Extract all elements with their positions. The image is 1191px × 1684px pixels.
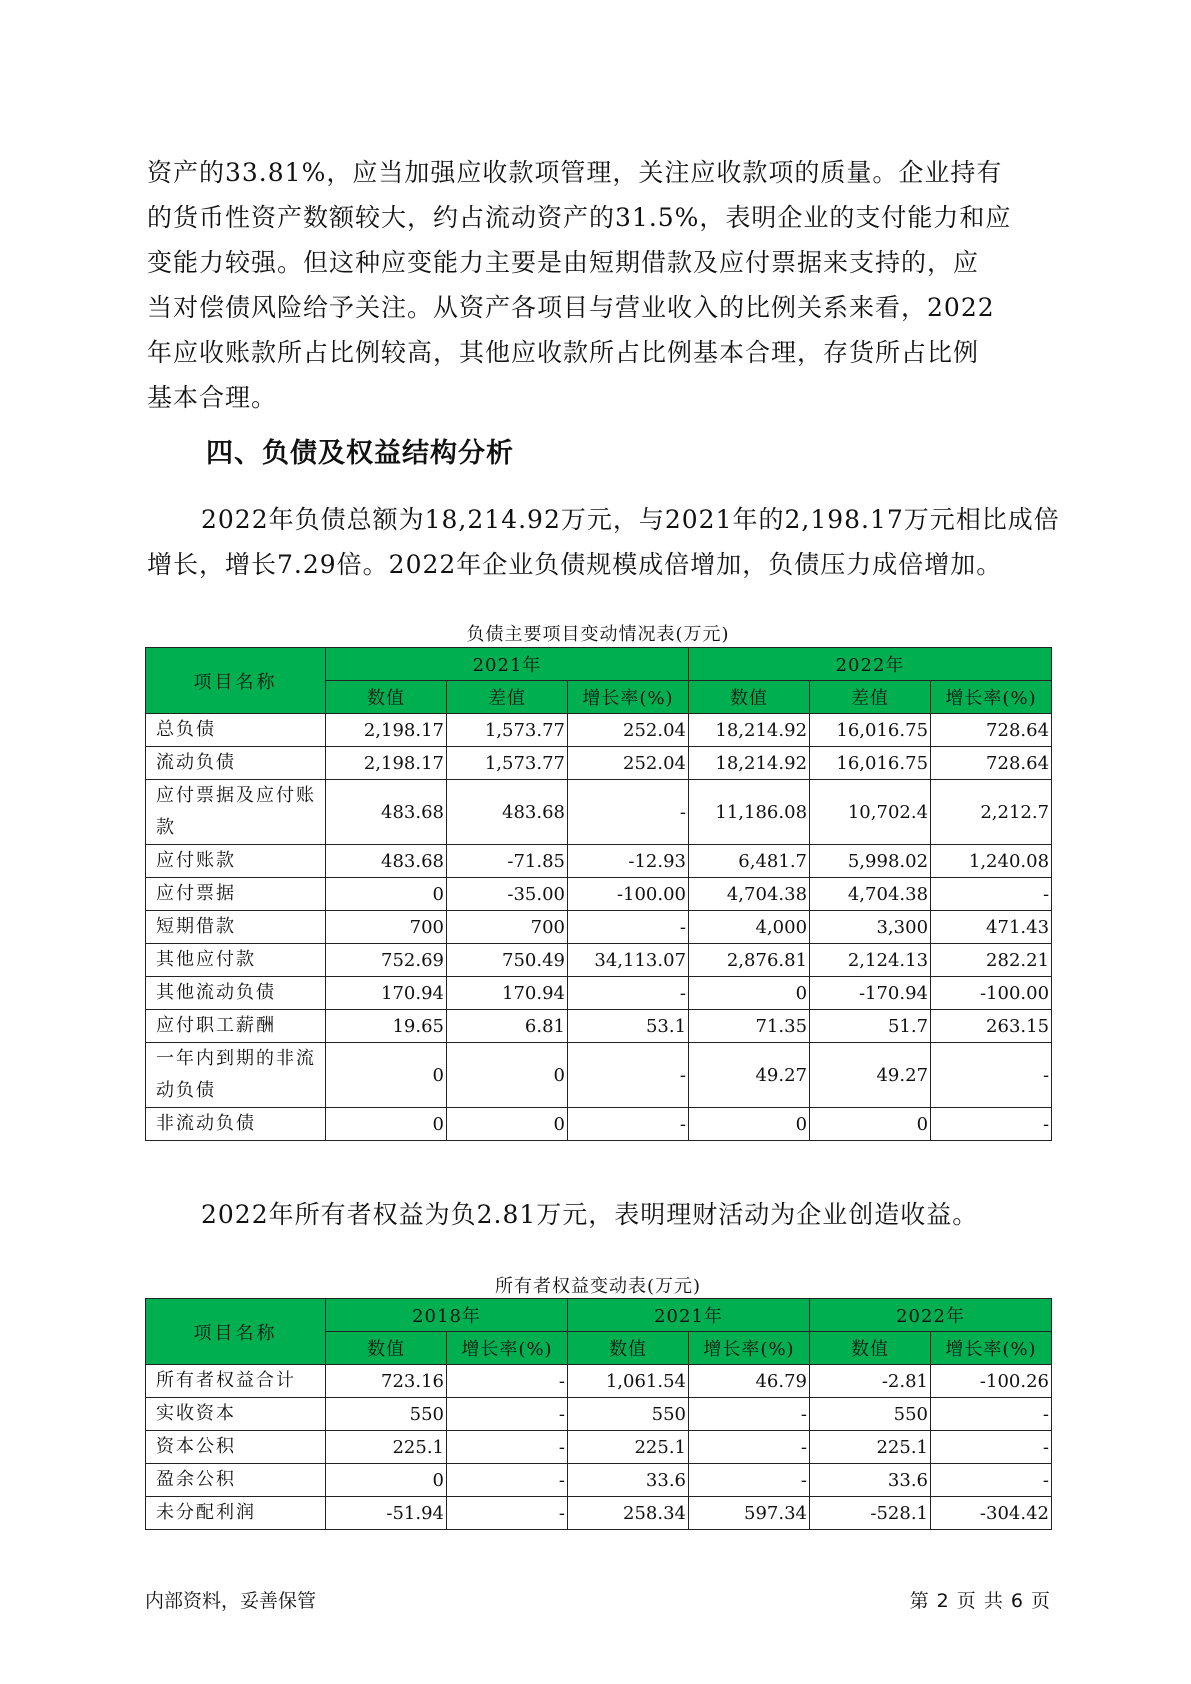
- row-label: 所有者权益合计: [146, 1365, 326, 1398]
- row-label: 应付职工薪酬: [146, 1010, 326, 1043]
- column-header: 差值: [810, 681, 931, 714]
- table-cell: 0: [447, 1043, 568, 1108]
- text-line: 变能力较强。但这种应变能力主要是由短期借款及应付票据来支持的，应: [147, 248, 980, 277]
- table-cell: -100.00: [568, 878, 689, 911]
- table-row: [146, 1497, 1052, 1530]
- table-cell: 53.1: [568, 1010, 689, 1043]
- table-cell: 252.04: [568, 747, 689, 780]
- table-cell: -100.26: [931, 1365, 1052, 1398]
- table-cell: -: [931, 1464, 1052, 1497]
- table-cell: -: [447, 1464, 568, 1497]
- table-cell: 258.34: [568, 1497, 689, 1530]
- table-cell: 6.81: [447, 1010, 568, 1043]
- row-label: 应付账款: [146, 845, 326, 878]
- table-row: [146, 1464, 1052, 1497]
- text-line: 年应收账款所占比例较高，其他应收款所占比例基本合理，存货所占比例: [147, 338, 980, 367]
- column-header-item-name: 项目名称: [146, 648, 326, 714]
- table-row: [146, 977, 1052, 1010]
- column-header: 数值: [689, 681, 810, 714]
- text-line: 2022年所有者权益为负2.81万元，表明理财活动为企业创造收益。: [201, 1200, 979, 1229]
- column-header: 增长率(%): [931, 681, 1052, 714]
- row-label: 资本公积: [146, 1431, 326, 1464]
- table-row: [146, 1431, 1052, 1464]
- column-header: 增长率(%): [689, 1332, 810, 1365]
- table-cell: 0: [447, 1108, 568, 1141]
- section-heading: 四、负债及权益结构分析: [206, 438, 514, 469]
- table-cell: 550: [810, 1398, 931, 1431]
- table-cell: -51.94: [326, 1497, 447, 1530]
- table-cell: -: [689, 1464, 810, 1497]
- table-cell: 483.68: [326, 780, 447, 845]
- table-cell: 225.1: [810, 1431, 931, 1464]
- table-cell: 750.49: [447, 944, 568, 977]
- table-cell: -170.94: [810, 977, 931, 1010]
- table-cell: 252.04: [568, 714, 689, 747]
- table-cell: 1,240.08: [931, 845, 1052, 878]
- column-header-year: 2021年: [568, 1299, 810, 1332]
- table-cell: 11,186.08: [689, 780, 810, 845]
- text-line: 2022年负债总额为18,214.92万元，与2021年的2,198.17万元相比成倍: [201, 505, 1060, 534]
- table-cell: -: [568, 780, 689, 845]
- row-label: 短期借款: [146, 911, 326, 944]
- table-cell: 4,000: [689, 911, 810, 944]
- table-cell: -71.85: [447, 845, 568, 878]
- table-cell: 225.1: [568, 1431, 689, 1464]
- table-cell: 2,876.81: [689, 944, 810, 977]
- row-label: 应付票据: [146, 878, 326, 911]
- table-cell: 10,702.4: [810, 780, 931, 845]
- text-line: 资产的33.81%，应当加强应收款项管理，关注应收款项的质量。企业持有: [147, 158, 1003, 187]
- column-header-year: 2022年: [689, 648, 1052, 681]
- paragraph-liability-summary: [147, 497, 1060, 587]
- table-row: [146, 1108, 1052, 1141]
- table-cell: 170.94: [447, 977, 568, 1010]
- text-line: 基本合理。: [147, 383, 278, 412]
- table-header-row: [146, 1299, 1052, 1332]
- equity-table-body: [146, 1365, 1052, 1530]
- table-cell: 0: [326, 1108, 447, 1141]
- column-header: 增长率(%): [931, 1332, 1052, 1365]
- table-cell: -: [568, 1043, 689, 1108]
- table-cell: 728.64: [931, 747, 1052, 780]
- table-row: [146, 714, 1052, 747]
- table-cell: -: [568, 1108, 689, 1141]
- table-cell: 723.16: [326, 1365, 447, 1398]
- table-caption-equity: 所有者权益变动表(万元): [494, 1276, 702, 1297]
- table-cell: 4,704.38: [689, 878, 810, 911]
- table-row: [146, 1365, 1052, 1398]
- table-cell: 0: [689, 977, 810, 1010]
- table-cell: -35.00: [447, 878, 568, 911]
- footer-page-number: 第 2 页 共 6 页: [909, 1590, 1051, 1612]
- table-cell: 16,016.75: [810, 714, 931, 747]
- table-cell: 0: [326, 878, 447, 911]
- table-cell: 33.6: [568, 1464, 689, 1497]
- column-header-year: 2018年: [326, 1299, 568, 1332]
- table-cell: -: [568, 977, 689, 1010]
- table-cell: 263.15: [931, 1010, 1052, 1043]
- table-cell: 2,212.7: [931, 780, 1052, 845]
- table-caption-liabilities: 负债主要项目变动情况表(万元): [466, 624, 730, 645]
- table-cell: 597.34: [689, 1497, 810, 1530]
- table-cell: 18,214.92: [689, 747, 810, 780]
- table-cell: -: [447, 1398, 568, 1431]
- table-cell: 1,573.77: [447, 747, 568, 780]
- footer-confidential-note: 内部资料，妥善保管: [145, 1590, 317, 1612]
- column-header: 数值: [810, 1332, 931, 1365]
- table-cell: 46.79: [689, 1365, 810, 1398]
- liabilities-table: [145, 647, 1052, 1141]
- table-row: [146, 878, 1052, 911]
- table-cell: 700: [447, 911, 568, 944]
- table-cell: -: [689, 1431, 810, 1464]
- table-row: [146, 747, 1052, 780]
- table-cell: 2,124.13: [810, 944, 931, 977]
- table-cell: -: [931, 1043, 1052, 1108]
- column-header: 数值: [568, 1332, 689, 1365]
- table-cell: 483.68: [326, 845, 447, 878]
- text-line: 当对偿债风险给予关注。从资产各项目与营业收入的比例关系来看，2022: [147, 293, 995, 322]
- table-cell: 51.7: [810, 1010, 931, 1043]
- table-row: [146, 944, 1052, 977]
- table-cell: -: [931, 1431, 1052, 1464]
- table-cell: 471.43: [931, 911, 1052, 944]
- table-row: [146, 1010, 1052, 1043]
- text-line: 的货币性资产数额较大，约占流动资产的31.5%，表明企业的支付能力和应: [147, 203, 1012, 232]
- column-header: 数值: [326, 681, 447, 714]
- table-cell: 33.6: [810, 1464, 931, 1497]
- row-label: 未分配利润: [146, 1497, 326, 1530]
- table-row: [146, 1043, 1052, 1108]
- table-cell: 5,998.02: [810, 845, 931, 878]
- table-cell: -: [447, 1497, 568, 1530]
- table-cell: -100.00: [931, 977, 1052, 1010]
- table-cell: 0: [326, 1464, 447, 1497]
- table-cell: -: [931, 878, 1052, 911]
- liabilities-table-body: [146, 714, 1052, 1141]
- table-cell: 225.1: [326, 1431, 447, 1464]
- table-cell: 550: [568, 1398, 689, 1431]
- table-cell: -: [447, 1365, 568, 1398]
- table-cell: 0: [326, 1043, 447, 1108]
- table-cell: -528.1: [810, 1497, 931, 1530]
- row-label: 总负债: [146, 714, 326, 747]
- row-label: 非流动负债: [146, 1108, 326, 1141]
- table-cell: 282.21: [931, 944, 1052, 977]
- column-header-year: 2021年: [326, 648, 689, 681]
- table-cell: 1,061.54: [568, 1365, 689, 1398]
- row-label: 其他应付款: [146, 944, 326, 977]
- row-label: 实收资本: [146, 1398, 326, 1431]
- table-cell: 550: [326, 1398, 447, 1431]
- table-cell: 18,214.92: [689, 714, 810, 747]
- table-cell: -: [568, 911, 689, 944]
- column-header: 差值: [447, 681, 568, 714]
- table-cell: -: [689, 1398, 810, 1431]
- table-cell: 2,198.17: [326, 747, 447, 780]
- table-row: [146, 1398, 1052, 1431]
- table-row: [146, 911, 1052, 944]
- column-header-item-name: 项目名称: [146, 1299, 326, 1365]
- table-cell: 752.69: [326, 944, 447, 977]
- table-row: [146, 845, 1052, 878]
- column-header: 增长率(%): [568, 681, 689, 714]
- table-cell: -2.81: [810, 1365, 931, 1398]
- table-cell: -304.42: [931, 1497, 1052, 1530]
- table-cell: 0: [689, 1108, 810, 1141]
- column-header-year: 2022年: [810, 1299, 1052, 1332]
- table-cell: 2,198.17: [326, 714, 447, 747]
- paragraph-equity-summary: [147, 1192, 1053, 1237]
- table-cell: 1,573.77: [447, 714, 568, 747]
- row-label: 应付票据及应付账款: [146, 780, 326, 845]
- text-line: 增长，增长7.29倍。2022年企业负债规模成倍增加，负债压力成倍增加。: [147, 550, 1003, 579]
- table-cell: 71.35: [689, 1010, 810, 1043]
- table-cell: 19.65: [326, 1010, 447, 1043]
- table-header-row: [146, 648, 1052, 681]
- paragraph-asset-analysis: [147, 150, 1053, 420]
- row-label: 一年内到期的非流动负债: [146, 1043, 326, 1108]
- table-cell: -: [447, 1431, 568, 1464]
- table-cell: 16,016.75: [810, 747, 931, 780]
- table-cell: 0: [810, 1108, 931, 1141]
- table-cell: 34,113.07: [568, 944, 689, 977]
- table-cell: 483.68: [447, 780, 568, 845]
- row-label: 盈余公积: [146, 1464, 326, 1497]
- row-label: 流动负债: [146, 747, 326, 780]
- table-cell: 49.27: [810, 1043, 931, 1108]
- table-cell: -: [931, 1398, 1052, 1431]
- table-cell: 170.94: [326, 977, 447, 1010]
- table-cell: -: [931, 1108, 1052, 1141]
- table-cell: 4,704.38: [810, 878, 931, 911]
- column-header: 增长率(%): [447, 1332, 568, 1365]
- table-row: [146, 780, 1052, 845]
- table-cell: 728.64: [931, 714, 1052, 747]
- column-header: 数值: [326, 1332, 447, 1365]
- table-cell: 700: [326, 911, 447, 944]
- equity-table: [145, 1298, 1052, 1530]
- row-label: 其他流动负债: [146, 977, 326, 1010]
- table-cell: -12.93: [568, 845, 689, 878]
- table-cell: 49.27: [689, 1043, 810, 1108]
- table-cell: 6,481.7: [689, 845, 810, 878]
- table-cell: 3,300: [810, 911, 931, 944]
